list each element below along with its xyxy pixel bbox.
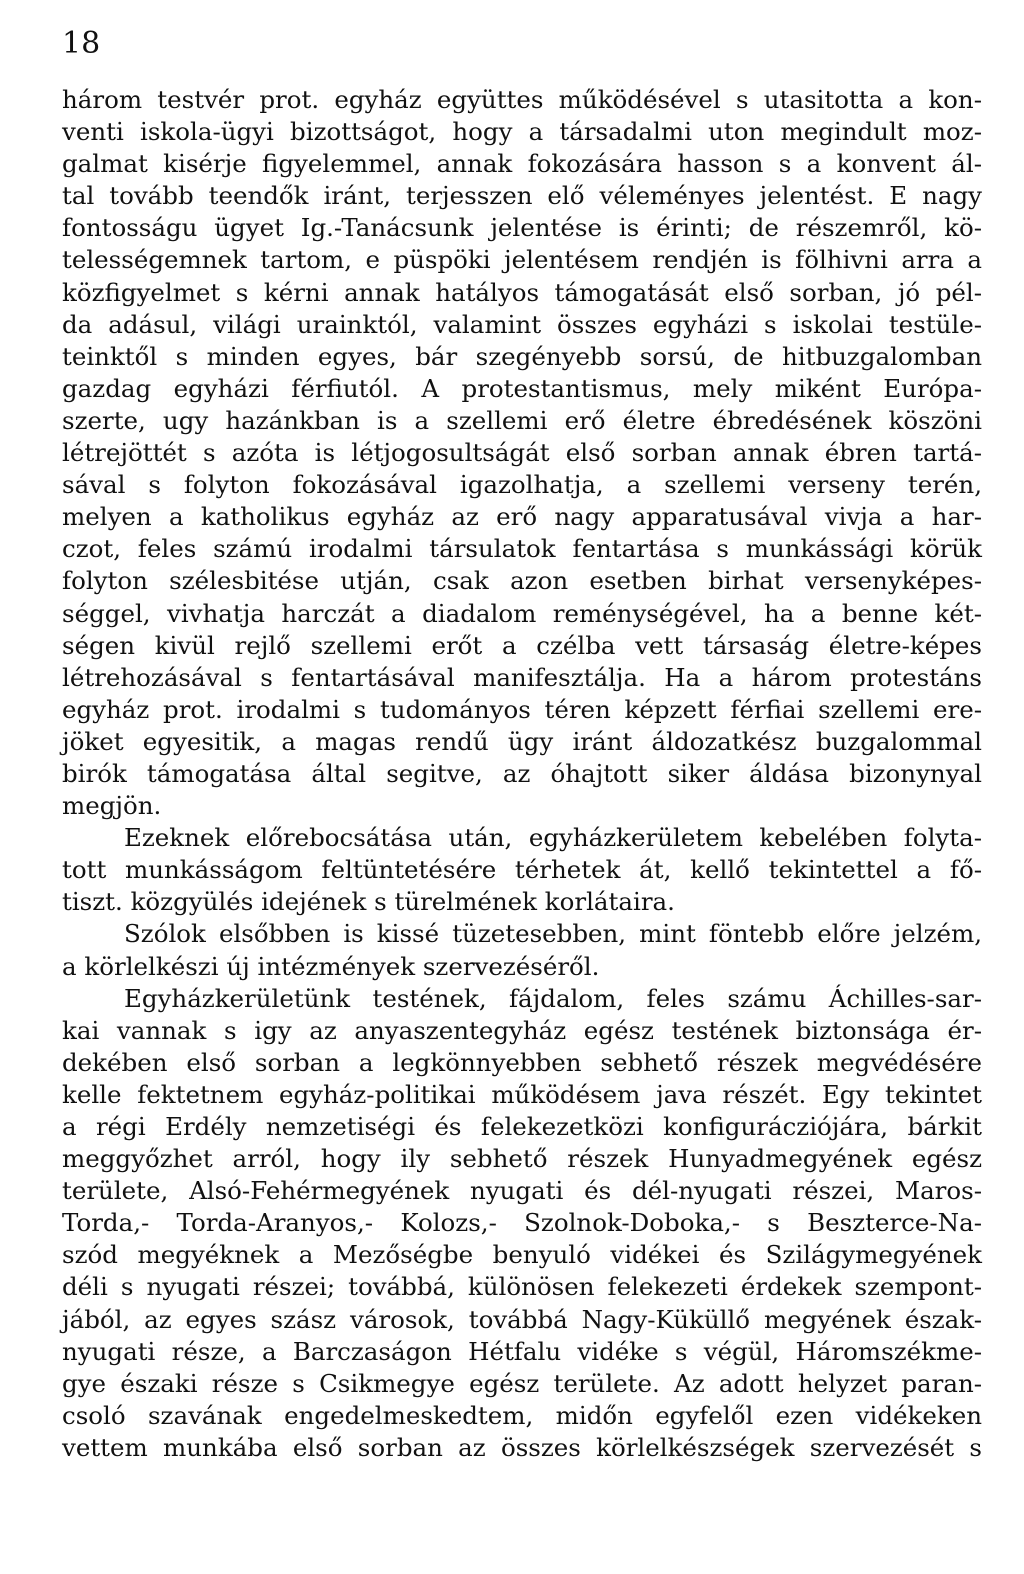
text-line: egyház prot. irodalmi s tudományos téren képzett férfiai szellemi ere- xyxy=(62,694,982,724)
text-line: ségen kivül rejlő szellemi erőt a czélba vett társaság életre-képes xyxy=(62,630,982,660)
text-line: kelle fektetnem egyház-politikai működésem java részét. Egy tekintet xyxy=(62,1079,982,1109)
text-line: gazdag egyházi férfiutól. A protestantismus, mely miként Európa- xyxy=(62,373,982,403)
text-line: létrejöttét s azóta is létjogosultságát első sorban annak ébren tartá- xyxy=(62,438,982,468)
text-line: vettem munkába első sorban az összes körlelkészségek szervezését s xyxy=(62,1432,982,1462)
text-line: nyugati része, a Barczaságon Hétfalu vidéke s végül, Háromszékme- xyxy=(62,1336,982,1366)
page-number: 18 xyxy=(62,26,101,61)
text-line: venti iskola-ügyi bizottságot, hogy a társadalmi uton megindult moz- xyxy=(62,117,982,147)
text-line: tott munkásságom feltüntetésére térhetek át, kellő tekintettel a fő- xyxy=(62,855,982,885)
text-line: szerte, ugy hazánkban is a szellemi erő életre ébredésének köszöni xyxy=(62,405,982,435)
text-line: csoló szavának engedelmeskedtem, midőn egyfelől ezen vidékeken xyxy=(62,1400,982,1430)
text-line: szód megyéknek a Mezőségbe benyuló vidékei és Szilágymegyének xyxy=(62,1240,982,1270)
text-line: dekében első sorban a legkönnyebben sebhető részek megvédésére xyxy=(62,1047,982,1077)
text-line: déli s nyugati részei; továbbá, különösen felekezeti érdekek szempont- xyxy=(62,1272,982,1302)
text-line: Egyházkerületünk testének, fájdalom, feles számu Áchilles-sar- xyxy=(124,983,982,1013)
text-line: közfigyelmet s kérni annak hatályos támogatását első sorban, jó pél- xyxy=(62,277,982,307)
body-text xyxy=(62,84,982,1464)
text-line: meggyőzhet arról, hogy ily sebhető részek Hunyadmegyének egész xyxy=(62,1144,982,1174)
text-line: melyen a katholikus egyház az erő nagy apparatusával vivja a har- xyxy=(62,502,982,532)
text-line: da adásul, világi urainktól, valamint összes egyházi s iskolai testüle- xyxy=(62,309,982,339)
text-line: három testvér prot. egyház együttes működésével s utasitotta a kon- xyxy=(62,85,982,114)
text-line: kai vannak s igy az anyaszentegyház egész testének biztonsága ér- xyxy=(62,1015,982,1045)
text-line: czot, feles számú irodalmi társulatok fentartása s munkássági körük xyxy=(62,534,982,564)
text-line: Ezeknek előrebocsátása után, egyházkerületem kebelében folyta- xyxy=(124,823,982,853)
text-line: telességemnek tartom, e püspöki jelentésem rendjén is fölhivni arra a xyxy=(62,245,982,275)
text-line: jából, az egyes szász városok, továbbá Nagy-Küküllő megyének észak- xyxy=(62,1304,982,1334)
text-line: tal tovább teendők iránt, terjesszen elő véleményes jelentést. E nagy xyxy=(62,181,982,211)
text-line: a régi Erdély nemzetiségi és felekezetközi konfigurácziójára, bárkit xyxy=(62,1112,982,1141)
text-line: sával s folyton fokozásával igazolhatja, a szellemi verseny terén, xyxy=(62,470,982,500)
text-line: galmat kisérje figyelemmel, annak fokozására hasson s a konvent ál- xyxy=(62,149,982,179)
text-line: birók támogatása által segitve, az óhajtott siker áldása bizonynyal xyxy=(62,758,982,788)
text-line: létrehozásával s fentartásával manifesztálja. Ha a három protestáns xyxy=(62,662,982,692)
text-line: Torda,- Torda-Aranyos,- Kolozs,- Szolnok-Doboka,- s Beszterce-Na- xyxy=(62,1208,982,1238)
text-line: séggel, vivhatja harczát a diadalom reménységével, ha a benne két- xyxy=(62,598,982,628)
text-line: fontosságu ügyet Ig.-Tanácsunk jelentése is érinti; de részemről, kö- xyxy=(62,213,982,243)
text-line: folyton szélesbitése utján, csak azon esetben birhat versenyképes- xyxy=(62,566,982,596)
text-line: megjön. xyxy=(62,791,162,821)
text-line: gye északi része s Csikmegye egész területe. Az adott helyzet paran- xyxy=(62,1368,982,1398)
text-line: Szólok elsőbben is kissé tüzetesebben, mint föntebb előre jelzém, xyxy=(124,919,982,949)
text-line: a körlelkészi új intézmények szervezéséről. xyxy=(62,951,600,981)
text-line: teinktől s minden egyes, bár szegényebb sorsú, de hitbuzgalomban xyxy=(62,341,982,371)
text-line: területe, Alsó-Fehérmegyének nyugati és dél-nyugati részei, Maros- xyxy=(62,1176,982,1206)
text-line: tiszt. közgyülés idejének s türelmének korlátaira. xyxy=(62,887,675,917)
text-line: jöket egyesitik, a magas rendű ügy iránt áldozatkész buzgalommal xyxy=(62,726,982,756)
